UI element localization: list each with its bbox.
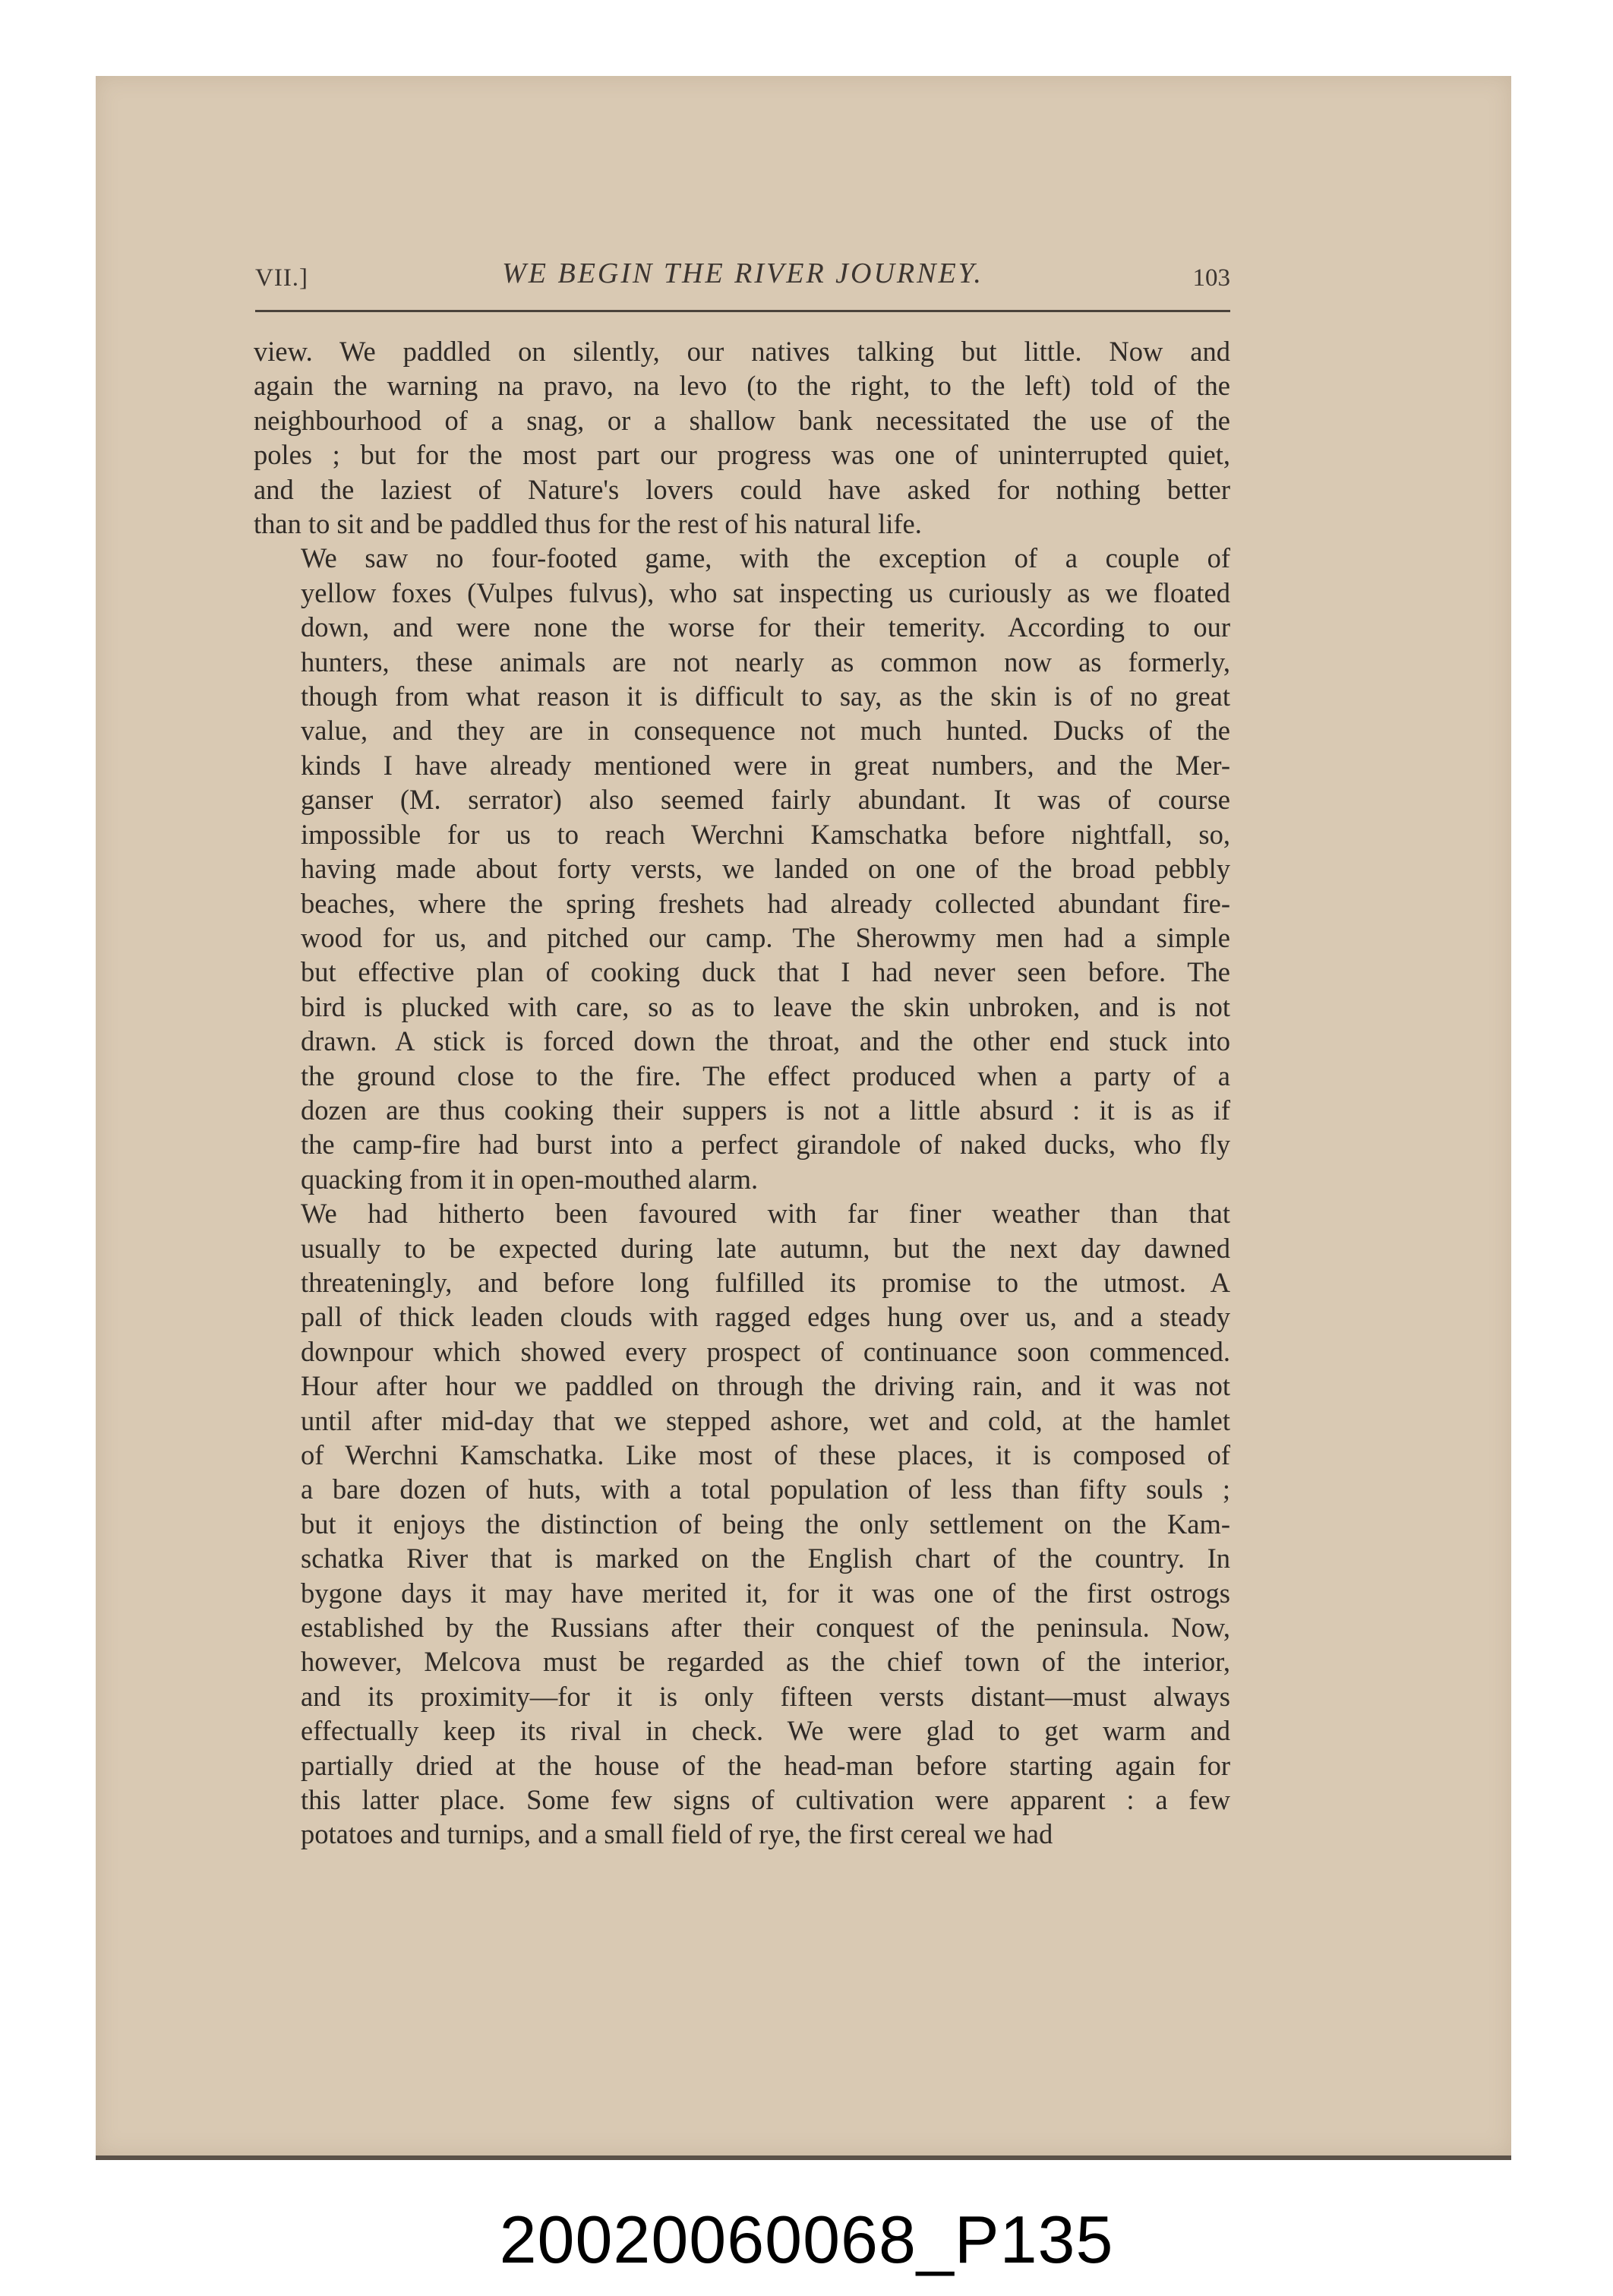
text-line: usually to be expected during late autumn, but the next day dawned [301,1232,1230,1264]
header-rule [255,310,1230,312]
text-line: quacking from it in open-mouthed alarm. [301,1163,759,1195]
text-line: but it enjoys the distinction of being the only settlement on the Kam- [301,1508,1230,1540]
paragraph-2 [254,541,1230,1196]
text-line: drawn. A stick is forced down the throat, and the other end stuck into [301,1025,1230,1057]
text-line: partially dried at the house of the head-man before starting again for [301,1749,1230,1781]
text-line: beaches, where the spring freshets had already collected abundant fire- [301,887,1230,919]
image-id-caption: 20020060068_P135 [499,2202,1114,2277]
text-line: however, Melcova must be regarded as the chief town of the interior, [301,1646,1230,1678]
paragraph-1 [254,334,1230,541]
page-number: 103 [1192,264,1230,292]
text-line: but effective plan of cooking duck that I had never seen before. The [301,956,1230,988]
text-line: having made about forty versts, we landed on one of the broad pebbly [301,853,1230,885]
text-line: value, and they are in consequence not much hunted. Ducks of the [301,715,1230,747]
text-line: dozen are thus cooking their suppers is not a little absurd : it is as if [301,1094,1230,1126]
paragraph-3 [254,1196,1230,1852]
text-line: established by the Russians after their conquest of the peninsula. Now, [301,1612,1230,1644]
text-line: than to sit and be paddled thus for the rest of his natural life. [254,508,922,540]
text-line: ganser (M. serrator) also seemed fairly abundant. It was of course [301,784,1230,816]
text-line: though from what reason it is difficult to say, as the skin is of no great [301,681,1230,712]
text-line: down, and were none the worse for their temerity. According to our [301,611,1230,643]
running-header [255,257,1230,302]
chapter-number: VII.] [255,264,309,292]
text-line: poles ; but for the most part our progress was one of uninterrupted quiet, [254,439,1230,471]
text-line: bygone days it may have merited it, for it was one of the first ostrogs [301,1577,1230,1609]
text-line: We had hitherto been favoured with far finer weather than that [301,1198,1230,1230]
text-line: wood for us, and pitched our camp. The Sherowmy men had a simple [301,921,1230,953]
text-line: Hour after hour we paddled on through the driving rain, and it was not [301,1370,1230,1402]
text-line: until after mid-day that we stepped ashore, wet and cold, at the hamlet [301,1404,1230,1436]
text-line: the ground close to the fire. The effect produced when a party of a [301,1060,1230,1091]
text-line: view. We paddled on silently, our natives talking but little. Now and [254,336,1230,367]
text-line: neighbourhood of a snag, or a shallow bank necessitated the use of the [254,404,1230,436]
text-line: this latter place. Some few signs of cultivation were apparent : a few [301,1784,1230,1816]
text-line: pall of thick leaden clouds with ragged edges hung over us, and a steady [301,1301,1230,1333]
text-line: bird is plucked with care, so as to leave the skin unbroken, and is not [301,990,1230,1022]
text-line: potatoes and turnips, and a small field of rye, the first cereal we had [301,1818,1053,1850]
text-line: again the warning na pravo, na levo (to the right, to the left) told of the [254,370,1230,402]
text-line: and the laziest of Nature's lovers could have asked for nothing better [254,473,1230,505]
text-line: hunters, these animals are not nearly as common now as formerly, [301,646,1230,677]
text-line: kinds I have already mentioned were in great numbers, and the Mer- [301,749,1230,781]
text-line: of Werchni Kamschatka. Like most of these places, it is composed of [301,1439,1230,1470]
text-line: and its proximity—for it is only fifteen versts distant—must always [301,1680,1230,1712]
text-line: effectually keep its rival in check. We were glad to get warm and [301,1715,1230,1747]
body-text [254,334,1230,1852]
text-line: schatka River that is marked on the English chart of the country. In [301,1543,1230,1574]
text-line: downpour which showed every prospect of continuance soon commenced. [301,1335,1230,1367]
text-line: threateningly, and before long fulfilled its promise to the utmost. A [301,1266,1230,1298]
text-line: the camp-fire had burst into a perfect girandole of naked ducks, who fly [301,1129,1230,1161]
text-line: yellow foxes (Vulpes fulvus), who sat inspecting us curiously as we floated [301,576,1230,608]
text-line: We saw no four-footed game, with the exception of a couple of [301,542,1230,574]
text-line: a bare dozen of huts, with a total population of less than fifty souls ; [301,1473,1230,1505]
running-title: WE BEGIN THE RIVER JOURNEY. [502,257,983,289]
text-line: impossible for us to reach Werchni Kamschatka before nightfall, so, [301,818,1230,850]
